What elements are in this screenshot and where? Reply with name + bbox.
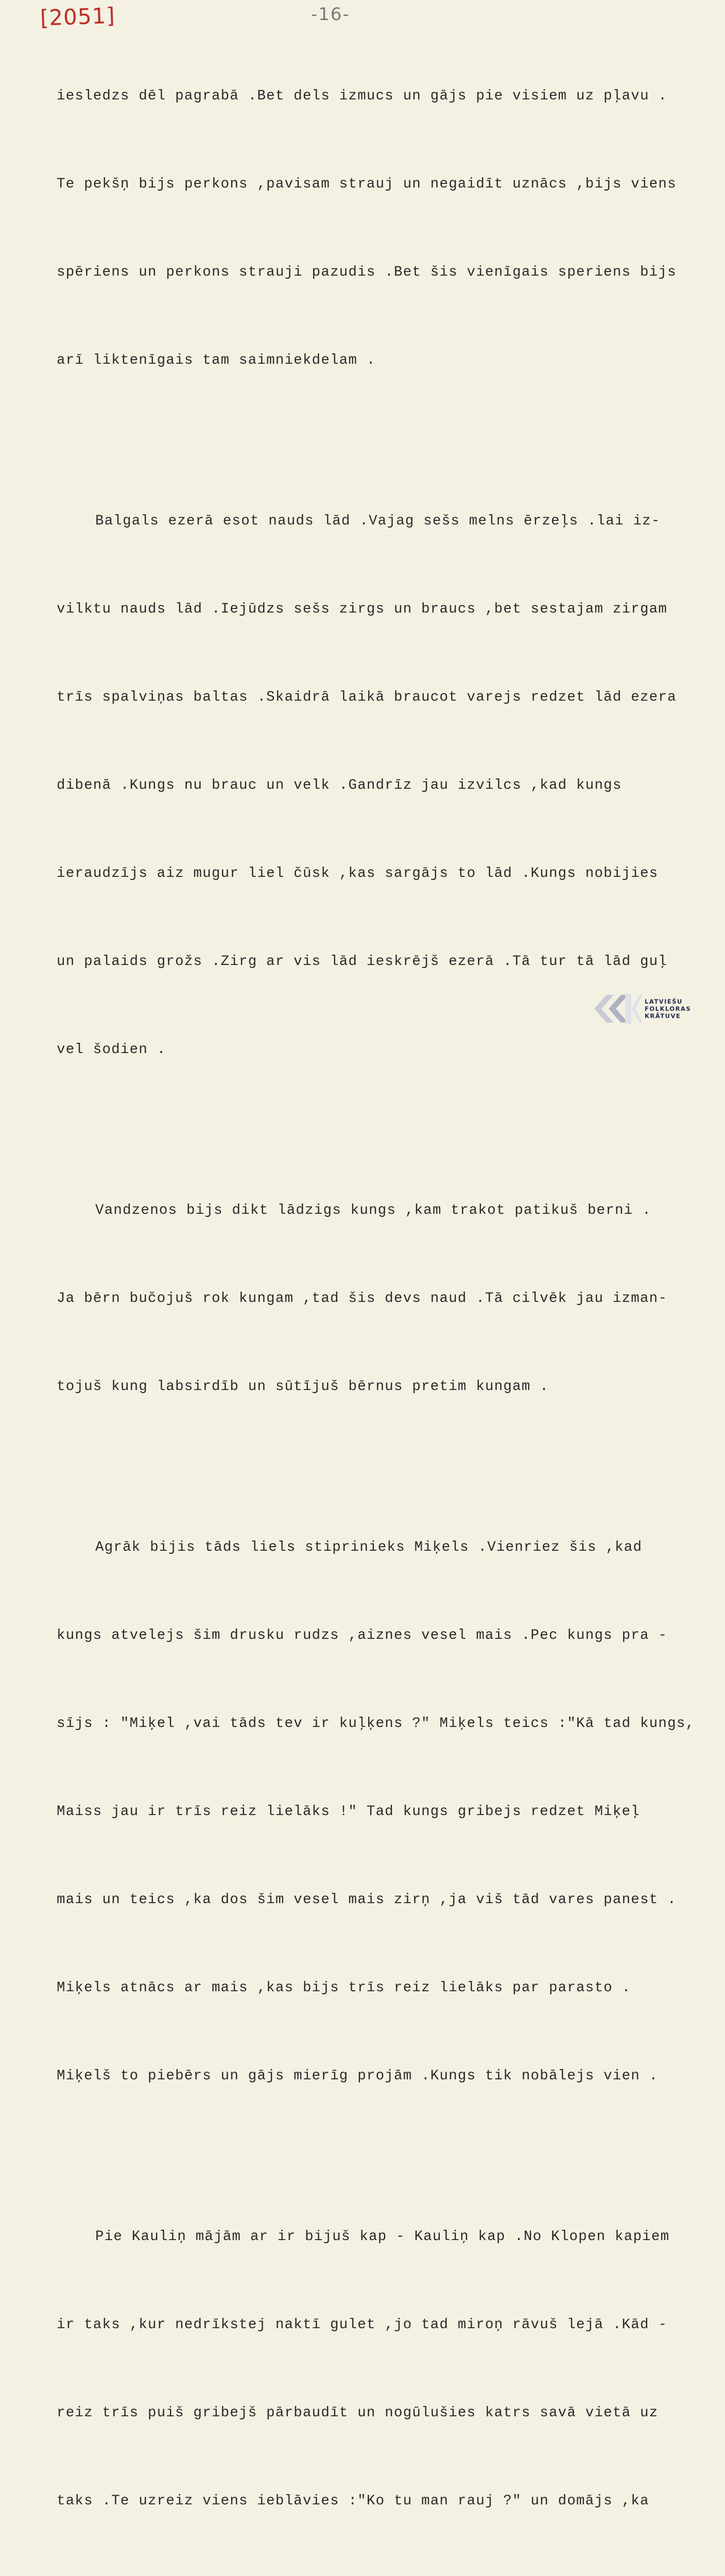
text-line: vel šodien . [57,1042,166,1058]
text-line: tojuš kung labsirdīb un sūtījuš bērnus pretim kungam . [57,1379,549,1395]
paragraph [57,1474,695,2149]
logo-line: FOLKLORAS [645,1005,692,1012]
paragraph [57,23,695,434]
text-line: mais un teics ,ka dos šim vesel mais zirņ ,ja viš tād vares panest . [57,1892,677,1908]
logo-line: KRĀTUVE [645,1012,681,1020]
archive-logo [591,989,721,1028]
logo-text [645,998,691,1020]
logo-line: LATVIEŠU [645,998,683,1005]
text-line: taks .Te uzreiz viens ieblāvies :"Ko tu man rauj ?" un domājs ,ka [57,2493,649,2509]
text-line: reiz trīs puiš gribejš pārbaudīt un nogūlušies katrs savā vietā uz [57,2405,659,2421]
lfk-logo-icon [591,991,643,1027]
text-line: kungs atvelejs šim drusku rudzs ,aiznes vesel mais .Pec kungs pra - [57,1628,668,1643]
text-line: iesledzs dēl pagrabā .Bet dels izmucs un gājs pie visiem uz pļavu . [57,88,668,104]
text-line: ir taks ,kur nedrīkstej naktī gulet ,jo tad miroņ rāvuš lejā .Kād - [57,2317,668,2333]
text-line: sījs : "Miķel ,vai tāds tev ir kuļķens ?" Miķels teics :"Kā tad kungs, [57,1716,695,1732]
text-line: Vandzenos bijs dikt lādzigs kungs ,kam trakot patikuš berni . [95,1202,651,1218]
paragraph [57,2163,695,2576]
text-line: vilktu nauds lād .Iejūdzs sešs zirgs un braucs ,bet sestajam zirgam [57,601,668,617]
typewritten-text [57,23,695,2576]
text-line: Miķelš to piebērs un gājs mierīg projām .Kungs tik nobālejs vien . [57,2068,659,2084]
text-line: arī liktenīgais tam saimniekdelam . [57,352,376,368]
text-line: Te pekšņ bijs perkons ,pavisam strauj un negaidīt uznācs ,bijs viens [57,176,677,192]
page-number: -16- [311,4,350,25]
text-line: trīs spalviņas baltas .Skaidrā laikā braucot varejs redzet lād ezera [57,689,677,705]
text-line: Miķels atnācs ar mais ,kas bijs trīs reiz lielāks par parasto . [57,1980,631,1996]
text-line: Balgals ezerā esot nauds lād .Vajag sešs melns ērzeļs .lai iz- [95,513,661,529]
text-line: Maiss jau ir trīs reiz lielāks !" Tad kungs gribejs redzet Miķeļ [57,1804,640,1820]
text-line: dibenā .Kungs nu brauc un velk .Gandrīz jau izvilcs ,kad kungs [57,777,622,793]
text-line: Agrāk bijis tāds liels stiprinieks Miķels .Vienriez šis ,kad [95,1539,643,1555]
text-line: Ja bērn bučojuš rok kungam ,tad šis devs naud .Tā cilvēk jau izman- [57,1291,668,1307]
text-line: spēriens un perkons strauji pazudis .Bet šis vienīgais speriens bijs [57,264,677,280]
paragraph [57,1137,695,1460]
text-line: Pie Kauliņ mājām ar ir bijuš kap - Kauliņ kap .No Klopen kapiem [95,2229,670,2245]
archive-id-handwritten: [2051] [40,3,116,31]
text-line: ieraudzījs aiz mugur liel čūsk ,kas sargājs to lād .Kungs nobijies [57,866,659,882]
text-line: un palaids grožs .Zirg ar vis lād ieskrējš ezerā .Tā tur tā lād guļ [57,954,668,970]
